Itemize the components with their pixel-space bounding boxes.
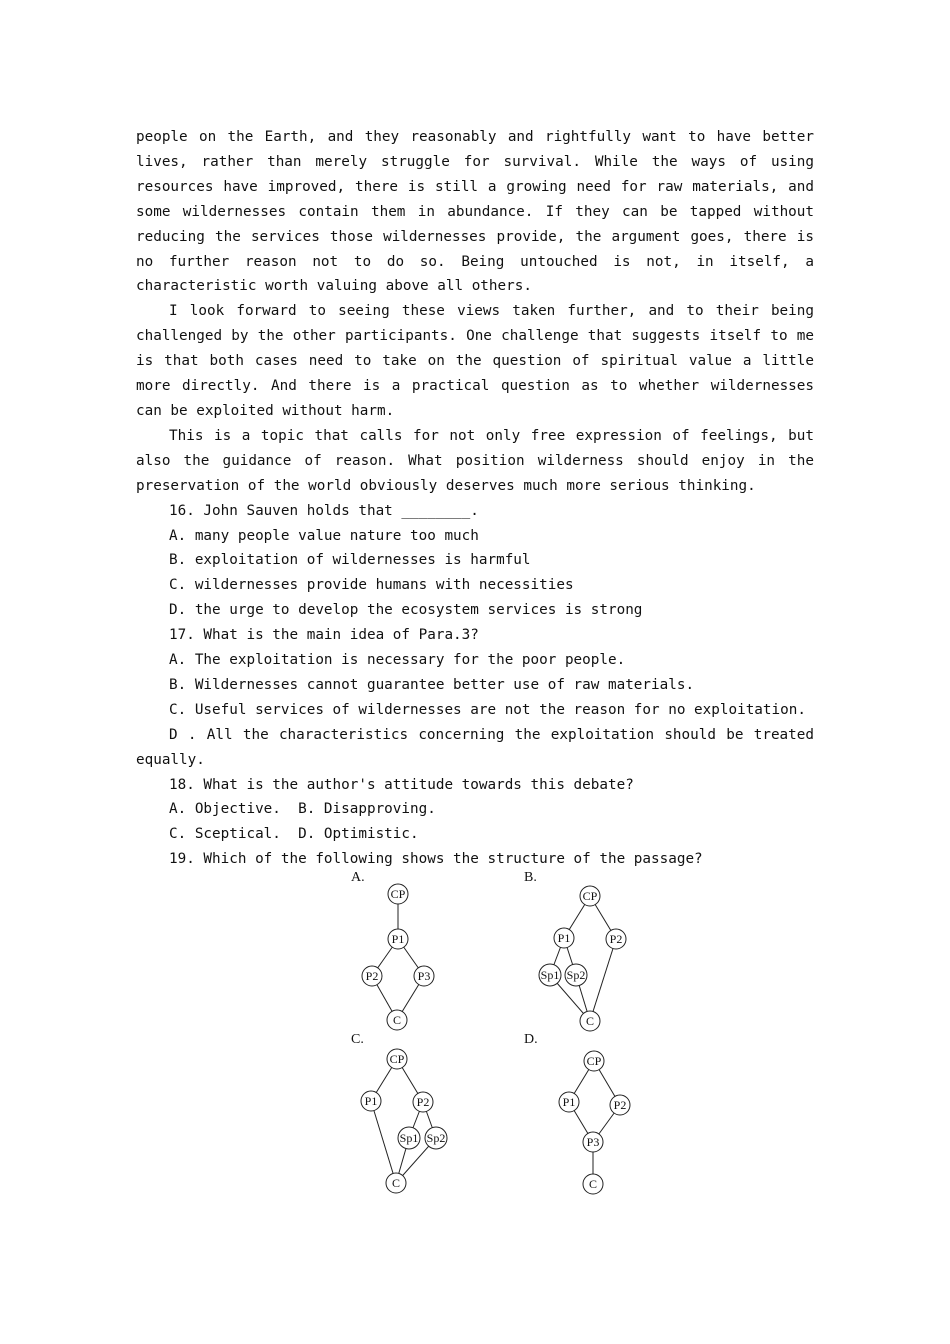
node-c xyxy=(580,1011,600,1031)
node-p3 xyxy=(583,1132,603,1152)
node-p2 xyxy=(362,966,382,986)
diagram-b xyxy=(530,880,640,1035)
svg-text:C: C xyxy=(392,1013,402,1027)
paragraph-2: I look forward to seeing these views taken further, and to their being challenged by the other participants. One challenge that suggests itself to me is that both cases need to take on the question of spiritual value a little more directly. And there is a practical question as to whether wildernesses can be exploited without harm. xyxy=(136,303,814,419)
svg-text:C: C xyxy=(585,1014,595,1028)
question-16-option-b: B. exploitation of wildernesses is harmful xyxy=(169,552,531,569)
svg-text:C: C xyxy=(588,1177,598,1191)
node-p1 xyxy=(361,1091,381,1111)
node-p1 xyxy=(554,928,574,948)
svg-text:CP: CP xyxy=(390,887,406,901)
node-p2 xyxy=(413,1092,433,1112)
diagram-a xyxy=(350,880,450,1035)
document-body xyxy=(136,125,814,872)
svg-text:P1: P1 xyxy=(364,1094,378,1108)
node-cp xyxy=(580,886,600,906)
node-cp xyxy=(584,1051,604,1071)
question-16-option-d: D. the urge to develop the ecosystem services is strong xyxy=(169,602,643,619)
question-18-options-ab: A. Objective. B. Disapproving. xyxy=(169,801,436,818)
node-sp2 xyxy=(425,1127,447,1149)
question-19-stem: 19. Which of the following shows the structure of the passage? xyxy=(169,851,703,868)
node-p3 xyxy=(414,966,434,986)
node-c xyxy=(386,1173,406,1193)
node-sp1 xyxy=(398,1127,420,1149)
svg-text:P1: P1 xyxy=(557,931,571,945)
question-16-option-c: C. wildernesses provide humans with necessities xyxy=(169,577,574,594)
svg-text:P1: P1 xyxy=(562,1095,576,1109)
svg-text:Sp2: Sp2 xyxy=(426,1131,446,1145)
svg-text:CP: CP xyxy=(586,1054,602,1068)
svg-text:CP: CP xyxy=(582,889,598,903)
diagram-c xyxy=(350,1045,460,1205)
node-cp xyxy=(387,1049,407,1069)
paragraph-1: people on the Earth, and they reasonably and rightfully want to have better lives, rather than merely struggle for survival. While the ways of using resources have improved, there is still a growing need for raw materials, and some wildernesses contain them in abundance. If they can be tapped without reducing the services those wildernesses provide, the argument goes, there is no further reason not to do so. Being untouched is not, in itself, a characteristic worth valuing above all others. xyxy=(136,129,814,295)
node-sp1 xyxy=(539,964,561,986)
svg-text:Sp1: Sp1 xyxy=(540,968,560,982)
question-17-option-d: D . All the characteristics concerning the exploitation should be treated equally. xyxy=(136,726,814,768)
svg-text:P2: P2 xyxy=(365,969,379,983)
svg-text:P2: P2 xyxy=(609,932,623,946)
svg-text:CP: CP xyxy=(389,1052,405,1066)
question-17-option-c: C. Useful services of wildernesses are not the reason for no exploitation. xyxy=(169,701,806,718)
paragraph-3: This is a topic that calls for not only free expression of feelings, but also the guidance of reason. What position wilderness should enjoy in the preservation of the world obviously deserves much more serious thinking. xyxy=(136,427,814,494)
node-p2 xyxy=(610,1095,630,1115)
diagram-b-label: B. xyxy=(524,870,537,885)
svg-text:P2: P2 xyxy=(416,1095,430,1109)
question-17-option-b: B. Wildernesses cannot guarantee better use of raw materials. xyxy=(169,676,695,693)
diagram-a-label: A. xyxy=(351,870,365,885)
svg-text:P3: P3 xyxy=(586,1135,600,1149)
node-cp xyxy=(388,884,408,904)
node-p1 xyxy=(388,929,408,949)
svg-text:Sp2: Sp2 xyxy=(566,968,586,982)
node-p1 xyxy=(559,1092,579,1112)
node-sp2 xyxy=(565,964,587,986)
svg-text:P2: P2 xyxy=(613,1098,627,1112)
question-16-stem: 16. John Sauven holds that ________. xyxy=(169,502,479,519)
node-c xyxy=(583,1174,603,1194)
svg-text:P1: P1 xyxy=(391,932,405,946)
svg-text:P3: P3 xyxy=(417,969,431,983)
question-18-stem: 18. What is the author's attitude towards this debate? xyxy=(169,776,634,793)
node-c xyxy=(387,1010,407,1030)
svg-text:C: C xyxy=(391,1176,401,1190)
question-17-stem: 17. What is the main idea of Para.3? xyxy=(169,627,479,644)
node-p2 xyxy=(606,929,626,949)
diagram-c-label: C. xyxy=(351,1032,364,1047)
svg-text:Sp1: Sp1 xyxy=(399,1131,419,1145)
question-16-option-a: A. many people value nature too much xyxy=(169,527,479,544)
diagram-d-label: D. xyxy=(524,1032,538,1047)
diagram-d xyxy=(540,1045,640,1205)
question-18-options-cd: C. Sceptical. D. Optimistic. xyxy=(169,826,419,843)
question-17-option-a: A. The exploitation is necessary for the poor people. xyxy=(169,652,626,669)
